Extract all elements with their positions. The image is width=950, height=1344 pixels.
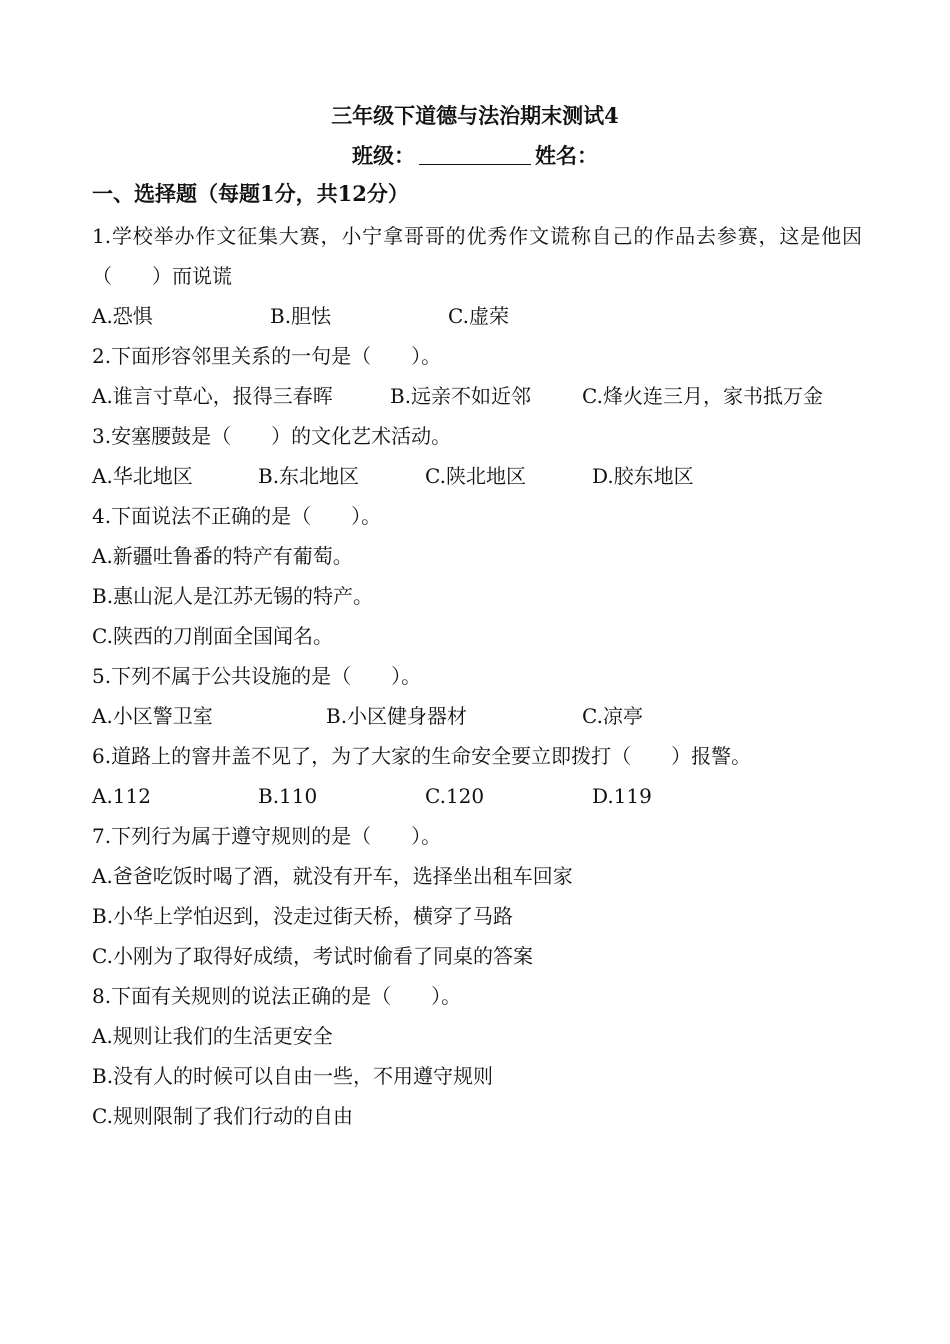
question-list — [92, 216, 862, 1136]
question-stem: 6.道路上的窨井盖不见了，为了大家的生命安全要立即拨打（ ）报警。 — [92, 744, 752, 768]
option: C.120 — [425, 784, 485, 808]
name-label: 姓名： — [535, 143, 598, 168]
question-stem: 2.下面形容邻里关系的一句是（ ）。 — [92, 344, 442, 368]
class-blank[interactable] — [419, 144, 531, 165]
option-row — [92, 296, 862, 336]
option: B.惠山泥人是江苏无锡的特产。 — [92, 584, 374, 608]
option: B.东北地区 — [258, 464, 360, 488]
option: A.小区警卫室 — [92, 704, 213, 728]
option-row — [92, 696, 862, 736]
question-stem: 3.安塞腰鼓是（ ）的文化艺术活动。 — [92, 424, 452, 448]
option: C.陕北地区 — [425, 464, 526, 488]
option: A.华北地区 — [92, 464, 193, 488]
question-stem: 4.下面说法不正确的是（ ）。 — [92, 504, 382, 528]
option: D.胶东地区 — [592, 464, 694, 488]
student-info-line — [0, 140, 950, 170]
option: C.规则限制了我们行动的自由 — [92, 1104, 353, 1128]
option: B.没有人的时候可以自由一些，不用遵守规则 — [92, 1064, 494, 1088]
option: B.110 — [258, 784, 318, 808]
option-row — [92, 376, 862, 416]
class-label: 班级： — [352, 143, 415, 168]
option: A.爸爸吃饭时喝了酒，就没有开车，选择坐出租车回家 — [92, 864, 573, 888]
option: C.烽火连三月，家书抵万金 — [582, 384, 823, 408]
page-title: 三年级下道德与法治期末测试4 — [331, 103, 619, 128]
question-stem: 5.下列不属于公共设施的是（ ）。 — [92, 664, 422, 688]
question-stem: 8.下面有关规则的说法正确的是（ ）。 — [92, 984, 462, 1008]
option: D.119 — [592, 784, 652, 808]
question-stem: 7.下列行为属于遵守规则的是（ ）。 — [92, 824, 442, 848]
option: C.虚荣 — [448, 304, 509, 328]
option: C.凉亭 — [582, 704, 643, 728]
option-row — [92, 776, 862, 816]
question-stem: 1.学校举办作文征集大赛，小宁拿哥哥的优秀作文谎称自己的作品去参赛，这是他因（ ）而说谎 — [92, 224, 862, 288]
option: A.恐惧 — [92, 304, 153, 328]
option: C.小刚为了取得好成绩，考试时偷看了同桌的答案 — [92, 944, 533, 968]
option: A.谁言寸草心，报得三春晖 — [92, 384, 333, 408]
option: A.规则让我们的生活更安全 — [92, 1024, 333, 1048]
option: A.新疆吐鲁番的特产有葡萄。 — [92, 544, 353, 568]
option: B.胆怯 — [270, 304, 332, 328]
option: C.陕西的刀削面全国闻名。 — [92, 624, 333, 648]
option-row — [92, 456, 862, 496]
section-heading: 一、选择题（每题1分，共12分） — [92, 181, 409, 206]
option: A.112 — [92, 784, 151, 808]
option: B.小华上学怕迟到，没走过街天桥，横穿了马路 — [92, 904, 514, 928]
option: B.小区健身器材 — [326, 704, 468, 728]
option: B.远亲不如近邻 — [390, 384, 532, 408]
